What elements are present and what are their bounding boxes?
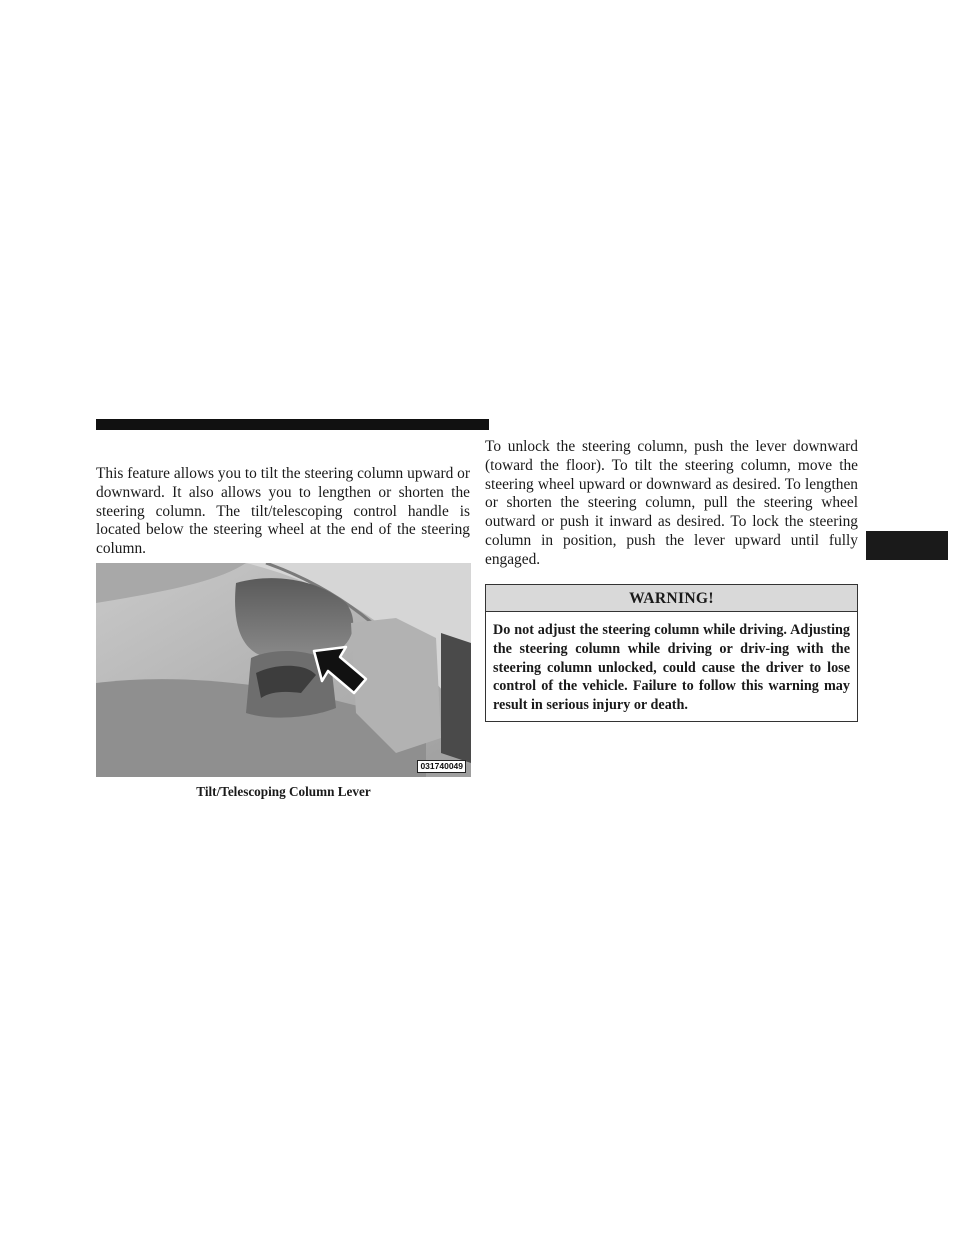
- right-column: [485, 438, 858, 570]
- warning-box: [485, 584, 858, 722]
- warning-title: WARNING!: [486, 585, 857, 612]
- section-rule-bar: [96, 419, 489, 430]
- instructions-paragraph: To unlock the steering column, push the lever downward (toward the floor). To tilt the steering column, move the steering wheel upward or downward as desired. To lengthen or shorten the steering column, pull the steering wheel outward or push it inward as desired. To lock the steering column in position, push the lever upward until fully engaged.: [485, 438, 858, 568]
- left-column: [96, 465, 470, 559]
- steering-column-illustration: [96, 563, 471, 777]
- chapter-side-tab: [866, 531, 948, 560]
- steering-column-drawing: [96, 563, 471, 777]
- intro-paragraph: This feature allows you to tilt the steering column upward or downward. It also allows you to lengthen or shorten the steering column. The tilt/telescoping control handle is located below the steering wheel at the end of the steering column.: [96, 465, 470, 558]
- warning-text: Do not adjust the steering column while driving. Adjusting the steering column while driving or driv-ing with the steering column unlocked, could cause the driver to lose control of the vehicle. Failure to follow this warning may result in serious injury or death.: [493, 622, 850, 714]
- figure-caption: Tilt/Telescoping Column Lever: [196, 784, 371, 799]
- figure-code: 031740049: [417, 760, 466, 773]
